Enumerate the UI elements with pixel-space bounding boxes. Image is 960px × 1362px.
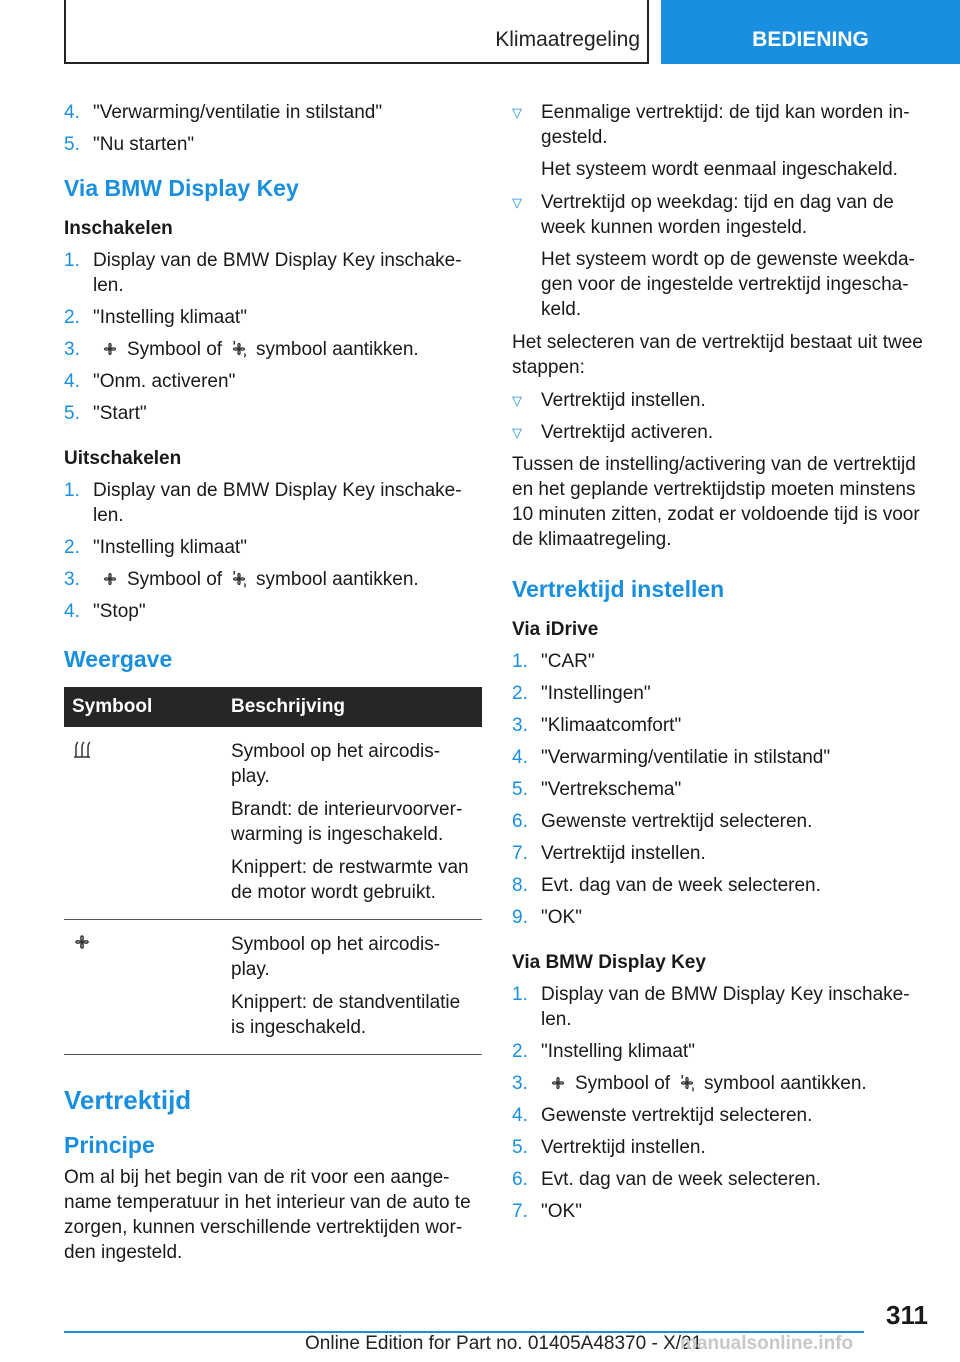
table-row bbox=[64, 920, 482, 1055]
subheading-principle: Principe bbox=[64, 1132, 155, 1158]
section-heading-display-key: Via BMW Display Key bbox=[64, 175, 299, 201]
list-item: 5. "Nu starten" bbox=[64, 134, 195, 155]
subheading-off: Uitschakelen bbox=[64, 448, 182, 469]
subheading-on: Inschakelen bbox=[64, 218, 173, 239]
principle-paragraph: Om al bij het begin van de rit voor een aange-name temperatuur in het interieur van de auto te zorgen, kunnen verschillende vertrektijden wor-den ingesteld. bbox=[64, 1167, 471, 1263]
list-item: 4. Gewenste vertrektijd selecteren. bbox=[512, 1105, 813, 1126]
fan-heating-icon bbox=[230, 340, 248, 358]
table-cell-text: Knippert: de standventilatie is ingeschakeld. bbox=[231, 992, 461, 1038]
list-item: 4. "Onm. activeren" bbox=[64, 371, 236, 392]
list-item: 1. Display van de BMW Display Key inschake-len. bbox=[512, 984, 910, 1030]
list-item: 9. "OK" bbox=[512, 907, 582, 928]
triangle-bullet-icon: ▽ bbox=[512, 105, 522, 120]
right-column bbox=[512, 100, 928, 1231]
watermark: manualsonline.info bbox=[680, 1333, 854, 1354]
fan-icon bbox=[549, 1074, 567, 1092]
steps-intro: Het selecteren van de vertrektijd bestaat uit twee stappen: bbox=[512, 332, 923, 378]
list-item: 5. "Start" bbox=[64, 403, 147, 424]
subheading-display-key: Via BMW Display Key bbox=[512, 952, 706, 973]
fan-heating-icon bbox=[678, 1074, 696, 1092]
footer-edition: Online Edition for Part no. 01405A48370 - X/21 bbox=[305, 1333, 703, 1354]
list-item: 1. Display van de BMW Display Key inschake-len. bbox=[64, 250, 462, 296]
list-item: 3. "Klimaatcomfort" bbox=[512, 715, 682, 736]
table-cell-text: Symbool op het aircodis-play. bbox=[231, 741, 441, 787]
fan-icon bbox=[101, 340, 119, 358]
list-item: 2. "Instellingen" bbox=[512, 683, 651, 704]
list-item: 4. "Stop" bbox=[64, 601, 146, 622]
fan-icon bbox=[101, 570, 119, 588]
list-item: 3. Symbool of symbool aantikken. bbox=[64, 339, 419, 360]
list-item: 2. "Instelling klimaat" bbox=[64, 537, 247, 558]
list-item: 4. "Verwarming/ventilatie in stilstand" bbox=[512, 747, 831, 768]
bullet-item: ▽ Eenmalige vertrektijd: de tijd kan worden in-gesteld. bbox=[512, 102, 910, 148]
bullet-subtext: Het systeem wordt eenmaal ingeschakeld. bbox=[541, 159, 898, 180]
fan-heating-icon bbox=[230, 570, 248, 588]
bullet-item: ▽ Vertrektijd op weekdag: tijd en dag van de week kunnen worden ingesteld. bbox=[512, 192, 894, 238]
note-paragraph: Tussen de instelling/activering van de vertrektijd en het geplande vertrektijdstip moeten minstens 10 minuten zitten, zodat er voldoende tijd is voor de klimaatregeling. bbox=[512, 454, 920, 550]
table-cell-text: Knippert: de restwarmte van de motor wordt gebruikt. bbox=[231, 857, 469, 903]
page-number: 311 bbox=[886, 1300, 928, 1330]
list-item: 8. Evt. dag van de week selecteren. bbox=[512, 875, 821, 896]
triangle-bullet-icon: ▽ bbox=[512, 393, 522, 408]
list-item: 2. "Instelling klimaat" bbox=[64, 307, 247, 328]
section-heading-display: Weergave bbox=[64, 646, 173, 672]
list-item: 7. "OK" bbox=[512, 1201, 582, 1222]
list-item: 6. Gewenste vertrektijd selecteren. bbox=[512, 811, 813, 832]
header-section-title: Klimaatregeling bbox=[495, 28, 640, 51]
triangle-bullet-icon: ▽ bbox=[512, 425, 522, 440]
table-row bbox=[64, 727, 482, 920]
table-cell-text: Symbool op het aircodis-play. bbox=[231, 934, 441, 980]
list-item: 1. "CAR" bbox=[512, 651, 595, 672]
bullet-item: ▽ Vertrektijd instellen. bbox=[512, 390, 706, 411]
list-item: 1. Display van de BMW Display Key inschake-len. bbox=[64, 480, 462, 526]
list-item: 6. Evt. dag van de week selecteren. bbox=[512, 1169, 821, 1190]
section-heading-set-departure: Vertrektijd instellen bbox=[512, 576, 725, 602]
list-item: 2. "Instelling klimaat" bbox=[512, 1041, 695, 1062]
header-category-tab bbox=[661, 0, 960, 64]
list-item: 3. Symbool of symbool aantikken. bbox=[512, 1073, 867, 1094]
table-cell-text: Brandt: de interieurvoorver-warming is ingeschakeld. bbox=[231, 799, 463, 845]
table-header-description: Beschrijving bbox=[223, 687, 482, 727]
table-header-symbol: Symbool bbox=[64, 687, 223, 727]
bullet-item: ▽ Vertrektijd activeren. bbox=[512, 422, 714, 443]
list-item: 7. Vertrektijd instellen. bbox=[512, 843, 706, 864]
left-column bbox=[64, 100, 482, 1273]
section-heading-departure: Vertrektijd bbox=[64, 1085, 192, 1115]
list-item: 5. "Vertrekschema" bbox=[512, 779, 682, 800]
header-category-label: BEDIENING bbox=[752, 28, 869, 51]
symbol-table bbox=[64, 687, 482, 1055]
fan-icon bbox=[72, 932, 92, 952]
list-item: 4. "Verwarming/ventilatie in stilstand" bbox=[64, 102, 383, 123]
bullet-subtext: Het systeem wordt op de gewenste weekda-gen voor de ingestelde vertrektijd ingescha-keld. bbox=[541, 249, 915, 320]
subheading-idrive: Via iDrive bbox=[512, 619, 599, 640]
list-item: 5. Vertrektijd instellen. bbox=[512, 1137, 706, 1158]
list-item: 3. Symbool of symbool aantikken. bbox=[64, 569, 419, 590]
triangle-bullet-icon: ▽ bbox=[512, 195, 522, 210]
heating-icon bbox=[72, 739, 92, 759]
